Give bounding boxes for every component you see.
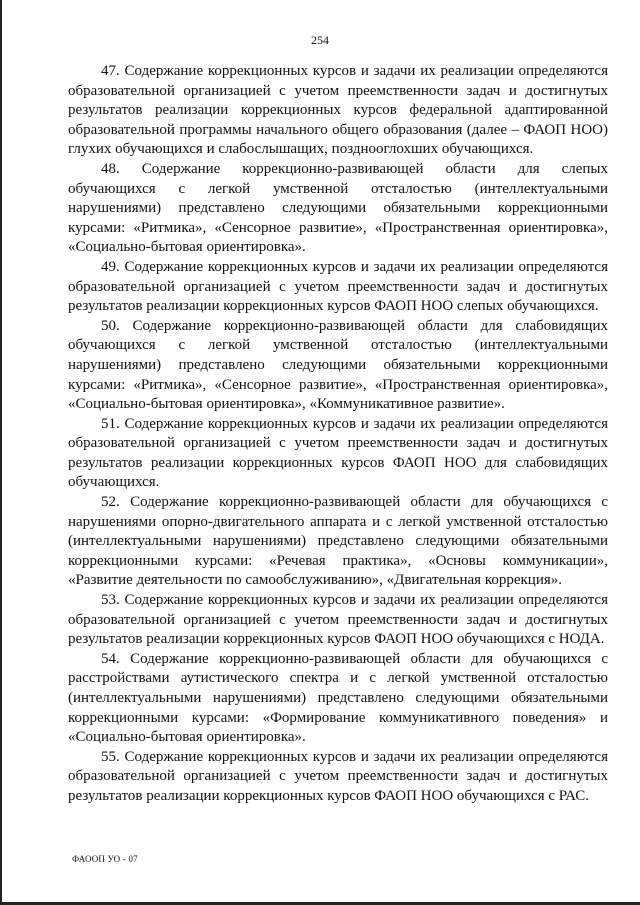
paragraph-54: 54. Содержание коррекционно-развивающей области для обучающихся с расстройствами аутистического спектра и с легкой умственной отсталостью (интеллектуальными нарушениями) представлено следующими обязательными коррекционными курсами: «Формирование коммуникативного поведения» и «Социально-бытовая ориентировка». — [68, 650, 608, 746]
document-footer: ФАООП УО - 07 — [72, 854, 138, 864]
paragraph-47: 47. Содержание коррекционных курсов и задачи их реализации определяются образовательной организацией с учетом преемственности задач и достигнутых результатов реализации коррекционных курсов федеральной адаптированной образовательной программы начального общего образования (далее – ФАОП НОО) глухих обучающихся и слабослышащих, позднооглохших обучающихся. — [68, 63, 608, 158]
page-number: 254 — [311, 33, 329, 47]
paragraph-51: 51. Содержание коррекционных курсов и задачи их реализации определяются образовательной организацией с учетом преемственности задач и достигнутых результатов реализации коррекционных курсов ФАОП НОО для слабовидящих обучающихся. — [68, 415, 608, 491]
paragraph-52: 52. Содержание коррекционно-развивающей области для обучающихся с нарушениями опорно-двигательного аппарата и с легкой умственной отсталостью (интеллектуальными нарушениями) представлено следующими обязательными коррекционными курсами: «Речевая практика», «Основы коммуникации», «Развитие деятельности по самообслуживанию», «Двигательная коррекция». — [68, 494, 608, 589]
scan-edge-left — [0, 0, 2, 905]
paragraph-48: 48. Содержание коррекционно-развивающей области для слепых обучающихся с легкой умственной отсталостью (интеллектуальными нарушениями) представлено следующими обязательными коррекционными курсами: «Ритмика», «Сенсорное развитие», «Пространственная ориентировка», «Социально-бытовая ориентировка». — [68, 160, 608, 256]
document-body — [68, 62, 608, 807]
paragraph-53: 53. Содержание коррекционных курсов и задачи их реализации определяются образовательной организацией с учетом преемственности задач и достигнутых результатов реализации коррекционных курсов ФАОП НОО обучающихся с НОДА. — [68, 592, 608, 648]
paragraph-55: 55. Содержание коррекционных курсов и задачи их реализации определяются образовательной организацией с учетом преемственности задач и достигнутых результатов реализации коррекционных курсов ФАОП НОО обучающихся с РАС. — [68, 748, 608, 804]
paragraph-50: 50. Содержание коррекционно-развивающей области для слабовидящих обучающихся с легкой умственной отсталостью (интеллектуальными нарушениями) представлено следующими обязательными коррекционными курсами: «Ритмика», «Сенсорное развитие», «Пространственная ориентировка», «Социально-бытовая ориентировка», «Коммуникативное развитие». — [68, 317, 608, 413]
paragraph-49: 49. Содержание коррекционных курсов и задачи их реализации определяются образовательной организацией с учетом преемственности задач и достигнутых результатов реализации коррекционных курсов ФАОП НОО слепых обучающихся. — [68, 258, 608, 315]
